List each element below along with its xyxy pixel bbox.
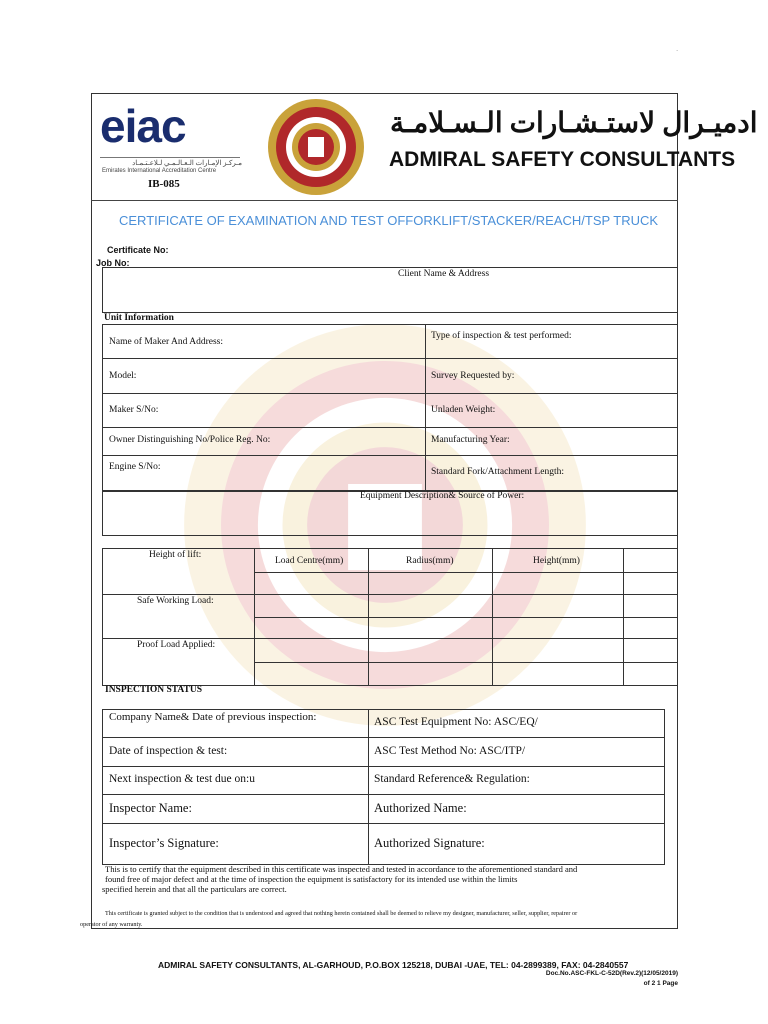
authorized-signature-label: Authorized Signature: xyxy=(374,836,485,850)
inspection-row-divider xyxy=(102,794,665,795)
certification-line-3: specified herein and that all the particulars are correct. xyxy=(102,884,287,894)
ib-number: IB-085 xyxy=(148,178,180,190)
condition-note-line-1: This certificate is granted subject to the condition that is understood and agreed that nothing herein contained shall be deemed to relieve my designer, manufacturer, seller, supplier, repairer or xyxy=(105,910,578,917)
inspection-status-heading: INSPECTION STATUS xyxy=(105,685,203,695)
unit-col-divider xyxy=(425,324,426,491)
equipment-description-label: Equipment Description& Source of Power: xyxy=(360,491,525,501)
test-equipment-label: ASC Test Equipment No: ASC/EQ/ xyxy=(374,716,538,728)
safe-working-load-label: Safe Working Load: xyxy=(137,596,214,606)
certificate-no-label: Certificate No: xyxy=(107,245,169,255)
survey-requested-label: Survey Requested by: xyxy=(431,371,515,381)
maker-address-label: Name of Maker And Address: xyxy=(109,337,223,347)
engine-serial-label: Engine S/No: xyxy=(109,462,161,472)
maker-serial-label: Maker S/No: xyxy=(109,405,159,415)
inspection-date-label: Date of inspection & test: xyxy=(109,745,228,757)
standard-reference-label: Standard Reference& Regulation: xyxy=(374,773,530,785)
footer-address: ADMIRAL SAFETY CONSULTANTS, AL-GARHOUD, P.O.BOX 125218, DUBAI -UAE, TEL: 04-2899389, FAX: 04-2840557 xyxy=(158,960,629,970)
radius-header: Radius(mm) xyxy=(406,556,454,566)
load-row-divider xyxy=(254,572,678,573)
height-header: Height(mm) xyxy=(533,556,580,566)
client-box xyxy=(102,267,678,313)
model-label: Model: xyxy=(109,371,137,381)
next-inspection-label: Next inspection & test due on:u xyxy=(109,773,255,785)
fork-length-label: Standard Fork/Attachment Length: xyxy=(431,467,564,477)
test-method-label: ASC Test Method No: ASC/ITP/ xyxy=(374,745,526,757)
unit-info-heading: Unit Information xyxy=(104,313,174,323)
manufacturing-year-label: Manufacturing Year: xyxy=(431,435,510,445)
certification-statement xyxy=(102,864,578,894)
previous-inspection-label: Company Name& Date of previous inspection: xyxy=(109,711,317,723)
document-number: Doc.No.ASC-FKL-C-52D(Rev.2)(12/05/2019) xyxy=(545,970,678,977)
load-row-divider xyxy=(102,594,678,595)
company-english-name: ADMIRAL SAFETY CONSULTANTS xyxy=(389,148,736,171)
corner-mark: . xyxy=(676,44,679,53)
inspection-row-divider xyxy=(102,766,665,767)
eiac-logo: eiac xyxy=(100,100,186,152)
load-row-divider xyxy=(102,638,678,639)
header-divider xyxy=(91,200,678,201)
certificate-title: CERTIFICATE OF EXAMINATION AND TEST OFFORKLIFT/STACKER/REACH/TSP TRUCK xyxy=(119,213,659,228)
certification-line-2: found free of major defect and at the time of inspection the equipment is satisfactory for its intended use within the limits xyxy=(105,874,518,884)
certification-line-1: This is to certify that the equipment described in this certificate was inspected and tested in accordance to the aforementioned standard and xyxy=(105,864,578,874)
condition-note xyxy=(80,908,578,930)
client-label: Client Name & Address xyxy=(398,269,490,279)
unit-info-table xyxy=(102,324,678,491)
inspector-name-label: Inspector Name: xyxy=(109,801,192,815)
eiac-english-name: Emirates International Accreditation Centre xyxy=(102,168,217,174)
unit-row-divider xyxy=(102,427,678,428)
load-centre-header: Load Centre(mm) xyxy=(275,556,344,566)
height-of-lift-label: Height of lift: xyxy=(149,550,202,560)
inspection-row-divider xyxy=(102,823,665,824)
load-row-divider xyxy=(254,617,678,618)
authorized-name-label: Authorized Name: xyxy=(374,801,467,815)
inspection-col-divider xyxy=(368,709,369,865)
inspection-type-label: Type of inspection & test performed: xyxy=(431,331,572,341)
company-arabic-name: ادميـرال لاستـشـارات الـسـلامـة xyxy=(390,108,758,139)
company-seal xyxy=(265,97,367,197)
condition-note-line-2: operator of any warranty. xyxy=(80,921,143,928)
proof-load-label: Proof Load Applied: xyxy=(137,640,216,650)
unladen-weight-label: Unladen Weight: xyxy=(431,405,496,415)
job-no-label: Job No: xyxy=(96,258,130,268)
eiac-arabic-name: مـركـز الإمـارات الـعـالـمـي لـلاعـتـمـاد xyxy=(132,159,242,167)
inspection-row-divider xyxy=(102,737,665,738)
page-number: of 2 1 Page xyxy=(643,980,678,987)
unit-row-divider xyxy=(102,358,678,359)
unit-row-divider xyxy=(102,393,678,394)
unit-row-divider xyxy=(102,455,678,456)
eiac-divider xyxy=(100,157,240,158)
owner-reg-label: Owner Distinguishing No/Police Reg. No: xyxy=(109,435,271,445)
load-row-divider xyxy=(254,662,678,663)
inspector-signature-label: Inspector’s Signature: xyxy=(109,836,219,850)
